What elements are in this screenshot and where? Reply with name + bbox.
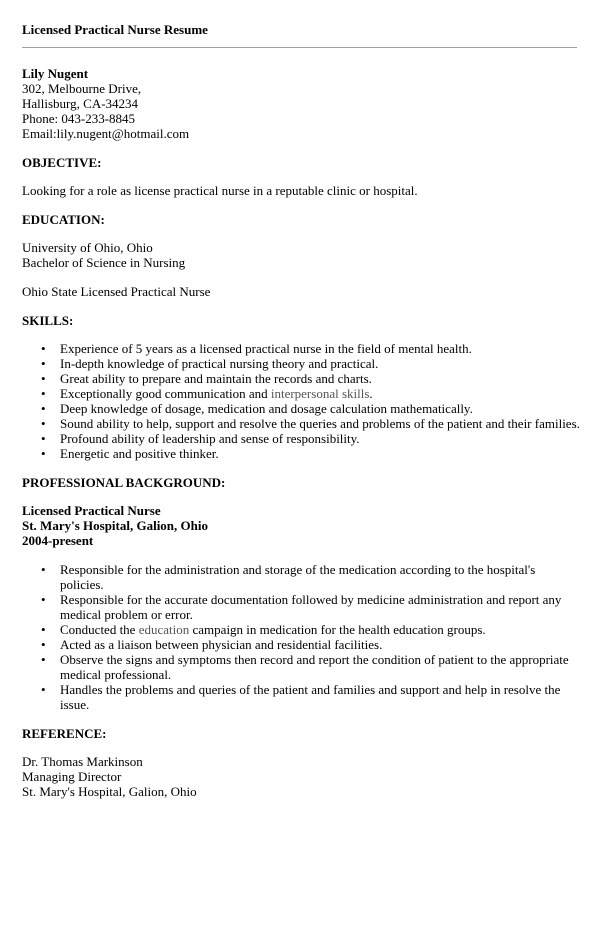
background-role: Licensed Practical Nurse: [22, 503, 161, 518]
resume-content: [22, 66, 582, 799]
contact-phone: Phone: 043-233-8845: [22, 111, 136, 126]
skills-list: [22, 341, 582, 461]
skill-item: • Experience of 5 years as a licensed practical nurse in the field of mental health.: [60, 341, 582, 356]
duty-item: • Observe the signs and symptoms then record and report the condition of patient to the appropriate medical professional.: [60, 652, 582, 682]
header-divider: [22, 47, 577, 48]
duty-item: • Responsible for the accurate documentation followed by medicine administration and report any medical problem or error.: [60, 592, 582, 622]
objective-heading: OBJECTIVE:: [22, 155, 102, 170]
education-link[interactable]: education: [138, 622, 190, 637]
education-school: University of Ohio, Ohio: [22, 240, 153, 255]
spacer: [22, 270, 582, 284]
education-license: Ohio State Licensed Practical Nurse: [22, 284, 211, 299]
contact-address-line1: 302, Melbourne Drive,: [22, 81, 142, 96]
resume-title: Licensed Practical Nurse Resume: [22, 22, 208, 37]
interpersonal-skills-link[interactable]: interpersonal skills: [270, 386, 370, 401]
contact-block: [22, 66, 582, 141]
skill-item: • Energetic and positive thinker.: [60, 446, 582, 461]
reference-heading: REFERENCE:: [22, 726, 107, 741]
contact-address-line2: Hallisburg, CA-34234: [22, 96, 139, 111]
skills-heading: SKILLS:: [22, 313, 74, 328]
background-period: 2004-present: [22, 533, 94, 548]
education-degree: Bachelor of Science in Nursing: [22, 255, 186, 270]
contact-name: Lily Nugent: [22, 66, 89, 81]
spacer: [22, 548, 582, 562]
education-heading: EDUCATION:: [22, 212, 105, 227]
duty-item: • Acted as a liaison between physician and residential facilities.: [60, 637, 582, 652]
skill-item: • Profound ability of leadership and sense of responsibility.: [60, 431, 582, 446]
skill-item: • Deep knowledge of dosage, medication and dosage calculation mathematically.: [60, 401, 582, 416]
duty-item-text: Conducted the: [60, 622, 136, 637]
duty-item: • Handles the problems and queries of the patient and families and support and help in resolve the issue.: [60, 682, 582, 712]
duty-item-end: campaign in medication for the health education groups.: [192, 622, 486, 637]
reference-position: Managing Director: [22, 769, 122, 784]
background-employer: St. Mary's Hospital, Galion, Ohio: [22, 518, 208, 533]
skill-item: • In-depth knowledge of practical nursing theory and practical.: [60, 356, 582, 371]
background-list: [22, 562, 582, 712]
objective-text: Looking for a role as license practical nurse in a reputable clinic or hospital.: [22, 183, 418, 198]
skill-item: • Great ability to prepare and maintain the records and charts.: [60, 371, 582, 386]
skill-item: [60, 386, 582, 401]
reference-name: Dr. Thomas Markinson: [22, 754, 143, 769]
duty-item: • Responsible for the administration and storage of the medication according to the hospital's policies.: [60, 562, 582, 592]
duty-item: [60, 622, 582, 637]
skill-item-text: Exceptionally good communication and: [60, 386, 268, 401]
contact-email: Email:lily.nugent@hotmail.com: [22, 126, 190, 141]
reference-organization: St. Mary's Hospital, Galion, Ohio: [22, 784, 197, 799]
background-heading: PROFESSIONAL BACKGROUND:: [22, 475, 226, 490]
skill-item-end: .: [369, 386, 373, 401]
skill-item: • Sound ability to help, support and resolve the queries and problems of the patient and their families.: [60, 416, 582, 431]
